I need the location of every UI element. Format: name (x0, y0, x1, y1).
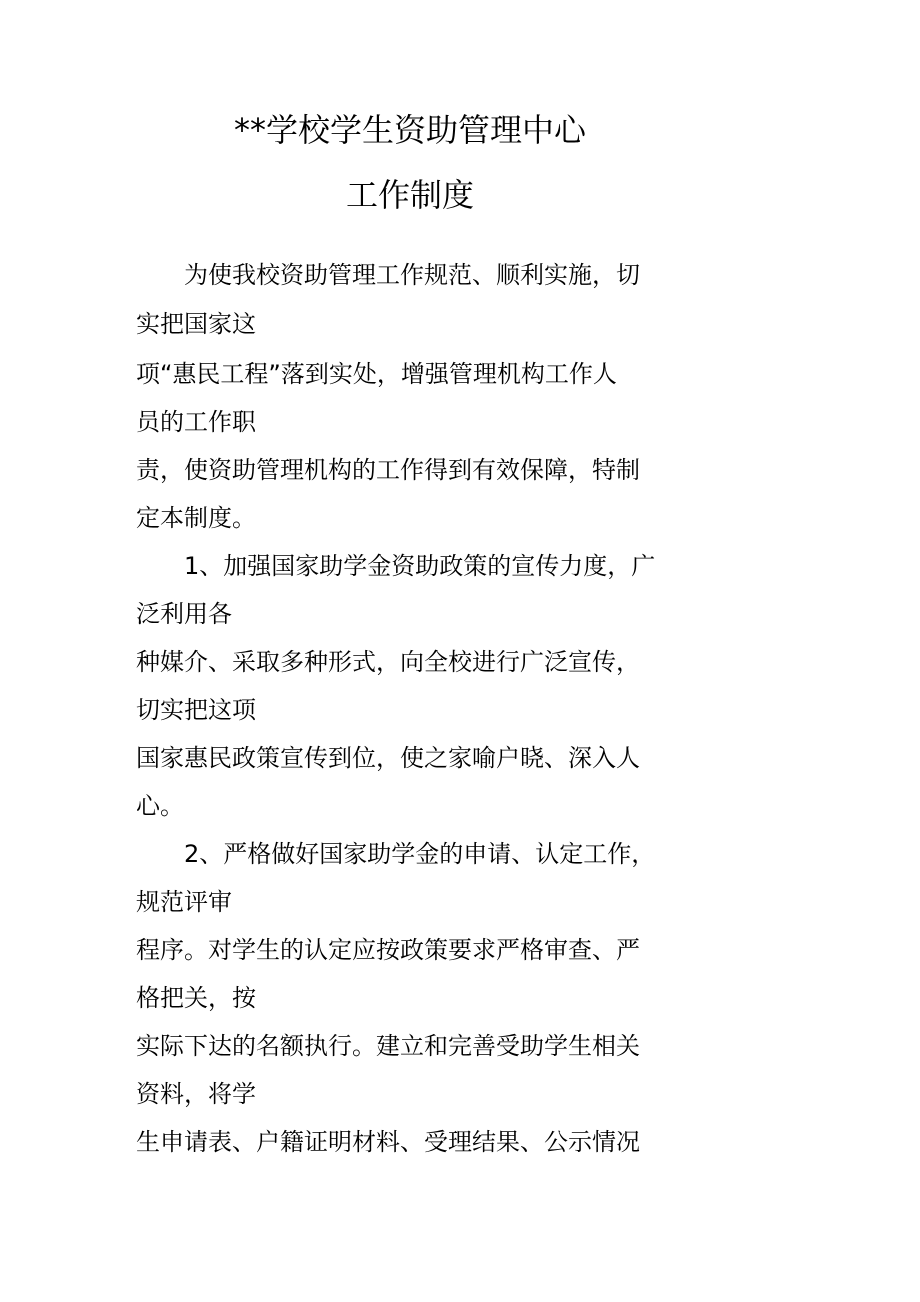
paragraph-line: 1、加强国家助学金资助政策的宣传力度，广 (184, 552, 656, 580)
paragraph-line: 泛利用各 (136, 600, 232, 628)
paragraph-line: 程序。对学生的认定应按政策要求严格审查、严 (136, 936, 640, 964)
paragraph-line: 实际下达的名额执行。建立和完善受助学生相关 (136, 1032, 640, 1060)
paragraph-line: 为使我校资助管理工作规范、顺利实施，切 (184, 261, 640, 289)
paragraph-line: 项“惠民工程”落到实处，增强管理机构工作人 (136, 360, 617, 388)
paragraph-line: 2、严格做好国家助学金的申请、认定工作， (184, 840, 656, 868)
paragraph-line: 资料，将学 (136, 1080, 256, 1108)
paragraph-line: 国家惠民政策宣传到位，使之家喻户晓、深入人 (136, 744, 640, 772)
paragraph-line: 心。 (136, 792, 184, 820)
paragraph-line: 生申请表、户籍证明材料、受理结果、公示情况 (136, 1128, 640, 1156)
document-title-line-2: 工作制度 (345, 176, 474, 214)
document-title-line-1: **学校学生资助管理中心 (233, 111, 586, 149)
paragraph-line: 定本制度。 (136, 504, 256, 532)
paragraph-line: 实把国家这 (136, 310, 256, 338)
paragraph-line: 切实把这项 (136, 696, 256, 724)
paragraph-line: 种媒介、采取多种形式，向全校进行广泛宣传， (136, 648, 640, 676)
paragraph-line: 格把关，按 (136, 984, 256, 1012)
paragraph-line: 规范评审 (136, 888, 232, 916)
paragraph-line: 员的工作职 (136, 408, 256, 436)
paragraph-line: 责，使资助管理机构的工作得到有效保障，特制 (136, 456, 640, 484)
